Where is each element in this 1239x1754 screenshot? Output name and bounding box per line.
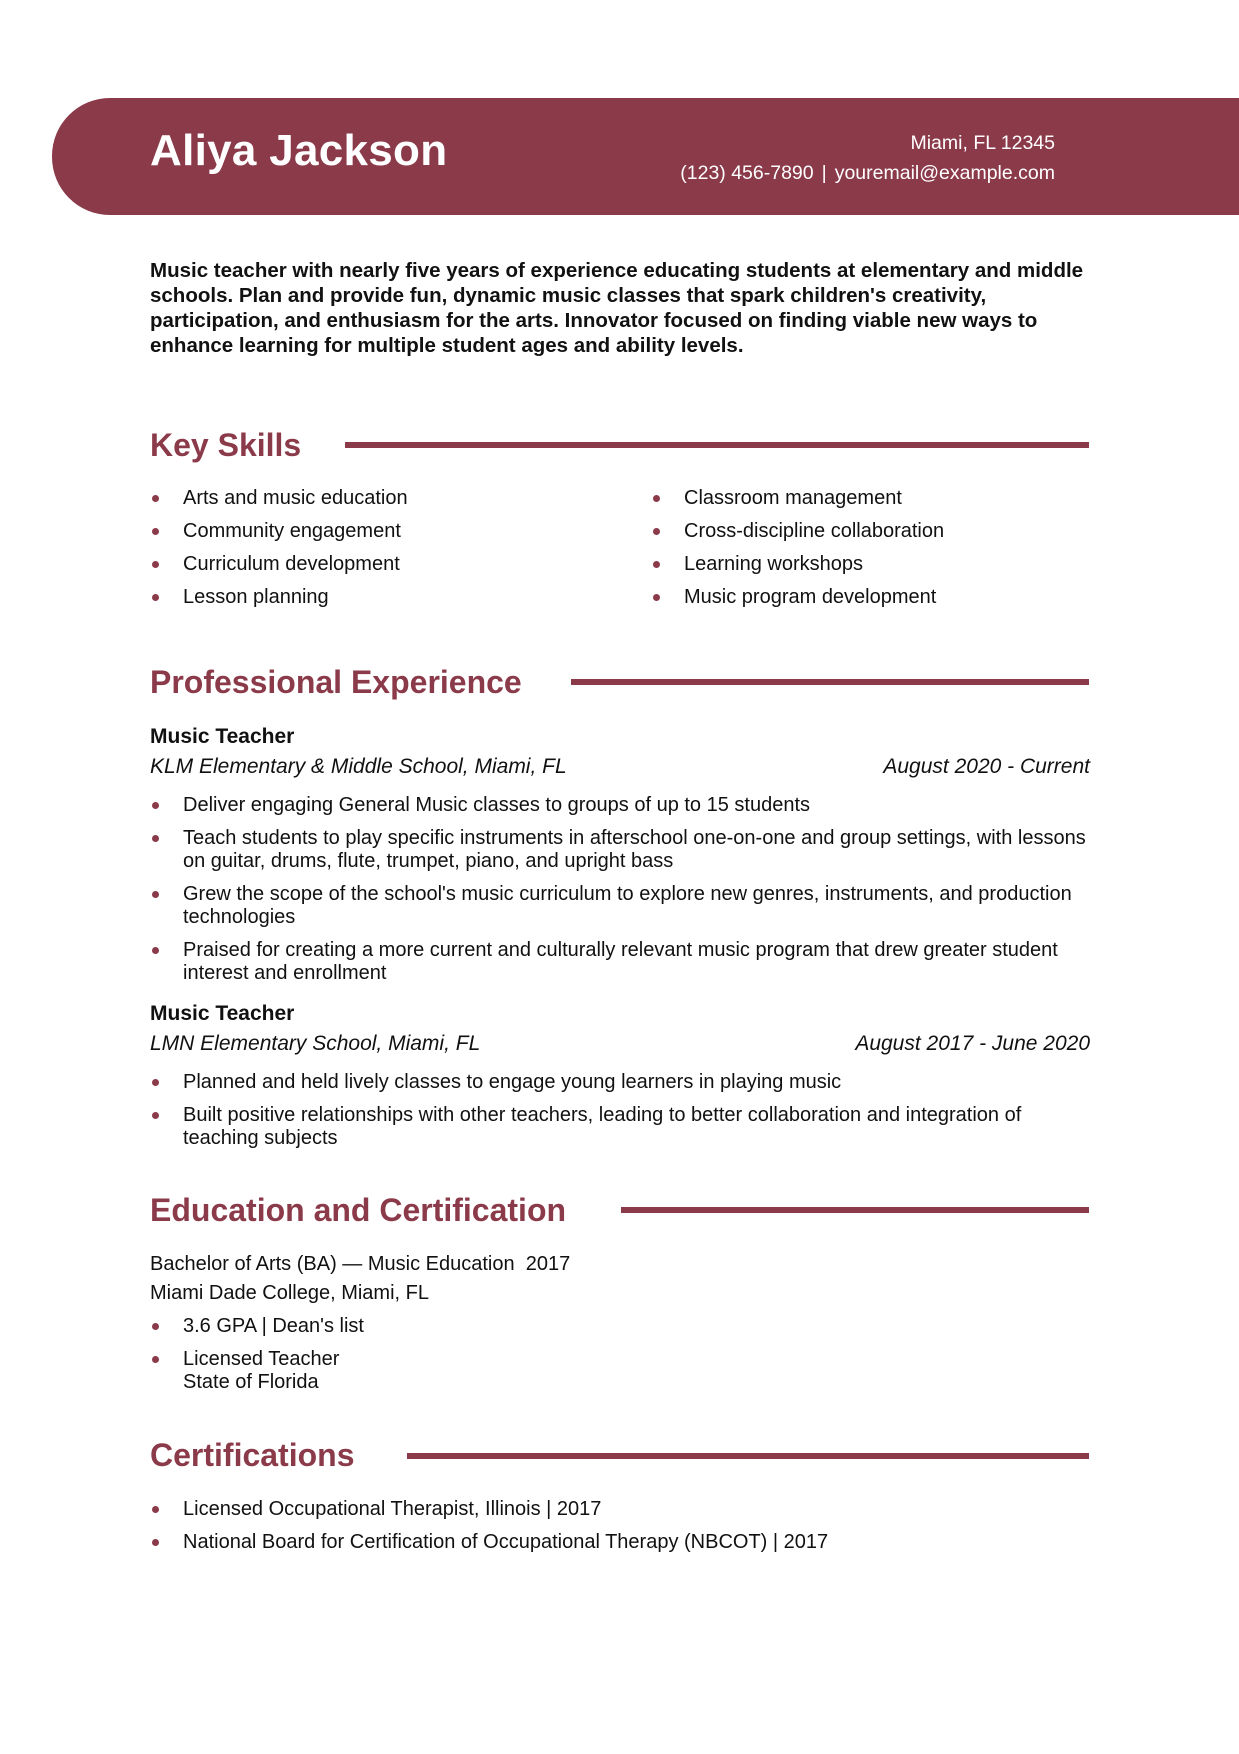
list-item: 3.6 GPA | Dean's list — [150, 1315, 1090, 1338]
list-item: Cross-discipline collaboration — [651, 520, 1091, 543]
list-item: Licensed Occupational Therapist, Illinois | 2017 — [150, 1498, 1090, 1521]
candidate-name: Aliya Jackson — [150, 126, 448, 175]
list-item: Deliver engaging General Music classes to groups of up to 15 students — [150, 794, 1090, 817]
bullet-icon — [152, 594, 159, 601]
section-rule-experience — [571, 679, 1089, 685]
job-employer: LMN Elementary School, Miami, FL — [150, 1032, 481, 1055]
professional-summary: Music teacher with nearly five years of experience educating students at elementary and middle schools. Plan and provide fun, dynamic music classes that spark children's creativity, participation, and enthusiasm for the arts. Innovator focused on finding viable new ways to enhance learning for multiple student ages and ability levels. — [150, 259, 1084, 357]
job-employer-line — [150, 1032, 1090, 1056]
skills-list-right — [651, 487, 1091, 619]
location: Miami, FL 12345 — [910, 132, 1055, 154]
list-item: Curriculum development — [150, 553, 610, 576]
section-title-education: Education and Certification — [150, 1192, 567, 1228]
list-item: Arts and music education — [150, 487, 610, 510]
bullet-icon — [152, 528, 159, 535]
job-title: Music Teacher — [150, 725, 295, 748]
bullet-icon — [152, 495, 159, 502]
section-rule-key-skills — [345, 442, 1089, 448]
list-item: Lesson planning — [150, 586, 610, 609]
bullet-icon — [152, 802, 159, 809]
section-rule-education — [621, 1207, 1089, 1213]
education-bullets — [150, 1315, 1090, 1404]
phone: (123) 456-7890 — [680, 162, 814, 184]
bullet-icon — [152, 947, 159, 954]
bullet-icon — [152, 1356, 159, 1363]
school: Miami Dade College, Miami, FL — [150, 1282, 429, 1304]
job-title: Music Teacher — [150, 1002, 295, 1025]
bullet-icon — [152, 561, 159, 568]
job-bullets — [150, 1071, 1090, 1160]
email: youremail@example.com — [834, 162, 1055, 184]
section-title-certifications: Certifications — [150, 1437, 355, 1473]
list-item: Licensed Teacher State of Florida — [150, 1348, 1090, 1394]
bullet-icon — [152, 1323, 159, 1330]
bullet-icon — [152, 835, 159, 842]
bullet-icon — [653, 561, 660, 568]
bullet-icon — [653, 528, 660, 535]
contact-separator: | — [821, 162, 827, 184]
bullet-icon — [152, 1506, 159, 1513]
list-item: Community engagement — [150, 520, 610, 543]
education-block — [150, 1250, 570, 1308]
list-item: National Board for Certification of Occupational Therapy (NBCOT) | 2017 — [150, 1531, 1090, 1554]
list-item: Grew the scope of the school's music curriculum to explore new genres, instruments, and production technologies — [150, 883, 1090, 929]
job-bullets — [150, 794, 1090, 995]
job-dates: August 2017 - June 2020 — [855, 1032, 1090, 1055]
job-employer: KLM Elementary & Middle School, Miami, FL — [150, 755, 567, 778]
section-title-key-skills: Key Skills — [150, 427, 302, 463]
job-employer-line — [150, 755, 1090, 779]
bullet-icon — [653, 495, 660, 502]
job-dates: August 2020 - Current — [883, 755, 1090, 778]
list-item: Built positive relationships with other teachers, leading to better collaboration and integration of teaching subjects — [150, 1104, 1090, 1150]
bullet-icon — [152, 1112, 159, 1119]
section-rule-certifications — [407, 1453, 1089, 1459]
bullet-icon — [152, 891, 159, 898]
section-title-experience: Professional Experience — [150, 664, 522, 700]
contact-block — [680, 128, 1055, 188]
bullet-icon — [152, 1539, 159, 1546]
list-item: Classroom management — [651, 487, 1091, 510]
list-item: Praised for creating a more current and culturally relevant music program that drew greater student interest and enrollment — [150, 939, 1090, 985]
list-item: Learning workshops — [651, 553, 1091, 576]
degree: Bachelor of Arts (BA) — Music Education 2017 — [150, 1253, 571, 1275]
bullet-icon — [152, 1079, 159, 1086]
bullet-icon — [653, 594, 660, 601]
list-item: Planned and held lively classes to engage young learners in playing music — [150, 1071, 1090, 1094]
certifications-list — [150, 1498, 1090, 1564]
phone-email-line — [680, 158, 1055, 188]
list-item: Music program development — [651, 586, 1091, 609]
skills-list-left — [150, 487, 610, 619]
list-item: Teach students to play specific instruments in afterschool one-on-one and group settings, with lessons on guitar, drums, flute, trumpet, piano, and upright bass — [150, 827, 1090, 873]
